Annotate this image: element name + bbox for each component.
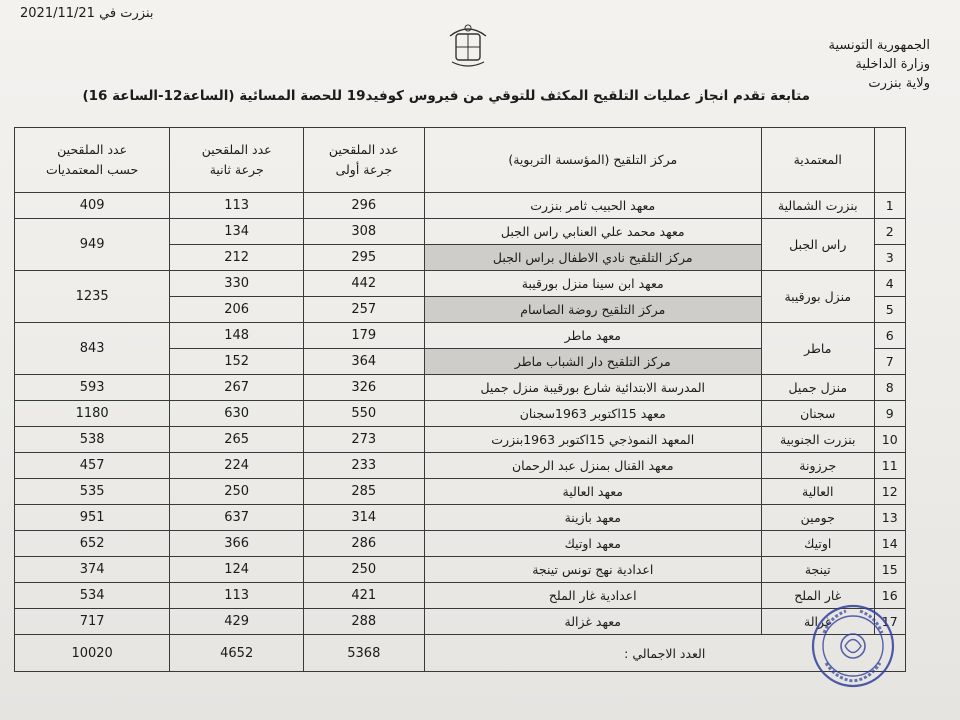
table-row (15, 557, 906, 583)
center-cell: معهد غزالة (424, 609, 762, 635)
delegation-cell: منزل جميل (762, 375, 875, 401)
total-label: العدد الاجمالي : (424, 635, 906, 672)
table-row (15, 583, 906, 609)
dose1-cell: 364 (304, 349, 424, 375)
center-cell: معهد الحبيب ثامر بنزرت (424, 193, 762, 219)
header-no (874, 128, 906, 193)
delegation-cell: سجنان (762, 401, 875, 427)
row-no: 3 (874, 245, 906, 271)
dose1-cell: 257 (304, 297, 424, 323)
center-cell: معهد ماطر (424, 323, 762, 349)
row-no: 6 (874, 323, 906, 349)
total-cell: 534 (15, 583, 170, 609)
row-no: 1 (874, 193, 906, 219)
dose1-cell: 286 (304, 531, 424, 557)
header-dose2-line2: جرعة ثانية (209, 162, 264, 177)
page-title: متابعة تقدم انجاز عمليات التلقيح المكثف للتوقي من فيروس كوفيد19 للحصة المسائية (الساعة12-الساعة 16) (82, 88, 810, 104)
delegation-cell: جومين (762, 505, 875, 531)
org-line-3: ولاية بنزرت (868, 76, 930, 91)
dose2-cell: 250 (170, 479, 304, 505)
delegation-cell: بنزرت الشمالية (762, 193, 875, 219)
table-row (15, 375, 906, 401)
row-no: 15 (874, 557, 906, 583)
dose1-cell: 233 (304, 453, 424, 479)
dose1-cell: 421 (304, 583, 424, 609)
dose2-cell: 206 (170, 297, 304, 323)
center-cell: معهد ابن سينا منزل بورقيبة (424, 271, 762, 297)
center-cell: مركز التلقيح نادي الاطفال براس الجبل (424, 245, 762, 271)
table-row (15, 271, 906, 297)
dose1-cell: 326 (304, 375, 424, 401)
total-cell: 1235 (15, 271, 170, 323)
date-line: بنزرت في 2021/11/21 (20, 6, 154, 21)
total-cell: 457 (15, 453, 170, 479)
dose2-cell: 113 (170, 583, 304, 609)
row-no: 10 (874, 427, 906, 453)
total-row (15, 635, 906, 672)
org-line-2: وزارة الداخلية (855, 57, 930, 72)
total-cell: 717 (15, 609, 170, 635)
table-row (15, 453, 906, 479)
header-dose1-line1: عدد الملقحين (328, 142, 399, 157)
header-dose1-line2: جرعة أولى (335, 162, 393, 177)
row-no: 8 (874, 375, 906, 401)
delegation-cell: تينجة (762, 557, 875, 583)
dose1-cell: 550 (304, 401, 424, 427)
dose1-cell: 285 (304, 479, 424, 505)
table-row (15, 531, 906, 557)
center-cell: المعهد النموذجي 15اكتوبر 1963بنزرت (424, 427, 762, 453)
tunisia-emblem-icon (440, 18, 496, 70)
header-center: مركز التلقيح (المؤسسة التربوية) (424, 128, 762, 193)
total-cell: 1180 (15, 401, 170, 427)
row-no: 12 (874, 479, 906, 505)
dose2-cell: 113 (170, 193, 304, 219)
table-header-row (15, 128, 906, 193)
header-total-line1: عدد الملقحين (57, 142, 128, 157)
header-dose2-line1: عدد الملقحين (201, 142, 272, 157)
total-cell: 843 (15, 323, 170, 375)
table-row (15, 427, 906, 453)
header-delegation: المعتمدية (762, 128, 875, 193)
dose2-cell: 134 (170, 219, 304, 245)
dose1-cell: 179 (304, 323, 424, 349)
delegation-cell: منزل بورقيبة (762, 271, 875, 323)
row-no: 17 (874, 609, 906, 635)
total-cell: 652 (15, 531, 170, 557)
row-no: 9 (874, 401, 906, 427)
dose1-cell: 308 (304, 219, 424, 245)
dose2-cell: 366 (170, 531, 304, 557)
dose2-cell: 148 (170, 323, 304, 349)
center-cell: معهد 15اكتوبر 1963سجنان (424, 401, 762, 427)
table-row (15, 193, 906, 219)
center-cell: معهد العالية (424, 479, 762, 505)
delegation-cell: راس الجبل (762, 219, 875, 271)
table-row (15, 323, 906, 349)
row-no: 16 (874, 583, 906, 609)
dose2-cell: 330 (170, 271, 304, 297)
dose1-cell: 314 (304, 505, 424, 531)
center-cell: اعدادية نهج تونس تينجة (424, 557, 762, 583)
delegation-cell: اوتيك (762, 531, 875, 557)
delegation-cell: بنزرت الجنوبية (762, 427, 875, 453)
table-row (15, 219, 906, 245)
dose2-cell: 267 (170, 375, 304, 401)
center-cell: معهد بازينة (424, 505, 762, 531)
org-line-1: الجمهورية التونسية (828, 38, 930, 53)
total-cell: 374 (15, 557, 170, 583)
header-dose2 (170, 128, 304, 193)
dose2-cell: 630 (170, 401, 304, 427)
center-cell: معهد محمد علي العنابي راس الجبل (424, 219, 762, 245)
row-no: 13 (874, 505, 906, 531)
delegation-cell: غزالة (762, 609, 875, 635)
table-row (15, 479, 906, 505)
dose2-cell: 637 (170, 505, 304, 531)
total-cell: 951 (15, 505, 170, 531)
total-dose2: 4652 (170, 635, 304, 672)
dose2-cell: 429 (170, 609, 304, 635)
row-no: 14 (874, 531, 906, 557)
table-row (15, 609, 906, 635)
dose1-cell: 442 (304, 271, 424, 297)
center-cell: مركز التلقيح دار الشباب ماطر (424, 349, 762, 375)
delegation-cell: العالية (762, 479, 875, 505)
delegation-cell: ماطر (762, 323, 875, 375)
header-dose1 (304, 128, 424, 193)
dose1-cell: 295 (304, 245, 424, 271)
dose2-cell: 124 (170, 557, 304, 583)
center-cell: المدرسة الابتدائية شارع بورقيبة منزل جميل (424, 375, 762, 401)
row-no: 4 (874, 271, 906, 297)
dose2-cell: 152 (170, 349, 304, 375)
vaccination-table (14, 127, 906, 672)
dose2-cell: 265 (170, 427, 304, 453)
total-cell: 409 (15, 193, 170, 219)
center-cell: معهد القنال بمنزل عبد الرحمان (424, 453, 762, 479)
header-total (15, 128, 170, 193)
table-row (15, 401, 906, 427)
center-cell: معهد اوتيك (424, 531, 762, 557)
official-seal-icon (810, 603, 896, 689)
table-row (15, 505, 906, 531)
delegation-cell: غار الملح (762, 583, 875, 609)
total-dose1: 5368 (304, 635, 424, 672)
dose2-cell: 212 (170, 245, 304, 271)
total-cell: 538 (15, 427, 170, 453)
grand-total: 10020 (15, 635, 170, 672)
row-no: 11 (874, 453, 906, 479)
total-cell: 535 (15, 479, 170, 505)
dose2-cell: 224 (170, 453, 304, 479)
dose1-cell: 296 (304, 193, 424, 219)
header-total-line2: حسب المعتمديات (45, 162, 139, 177)
total-cell: 949 (15, 219, 170, 271)
center-cell: اعدادية غار الملح (424, 583, 762, 609)
dose1-cell: 273 (304, 427, 424, 453)
row-no: 5 (874, 297, 906, 323)
delegation-cell: جرزونة (762, 453, 875, 479)
row-no: 7 (874, 349, 906, 375)
center-cell: مركز التلقيح روضة الصاسام (424, 297, 762, 323)
total-cell: 593 (15, 375, 170, 401)
row-no: 2 (874, 219, 906, 245)
dose1-cell: 250 (304, 557, 424, 583)
dose1-cell: 288 (304, 609, 424, 635)
